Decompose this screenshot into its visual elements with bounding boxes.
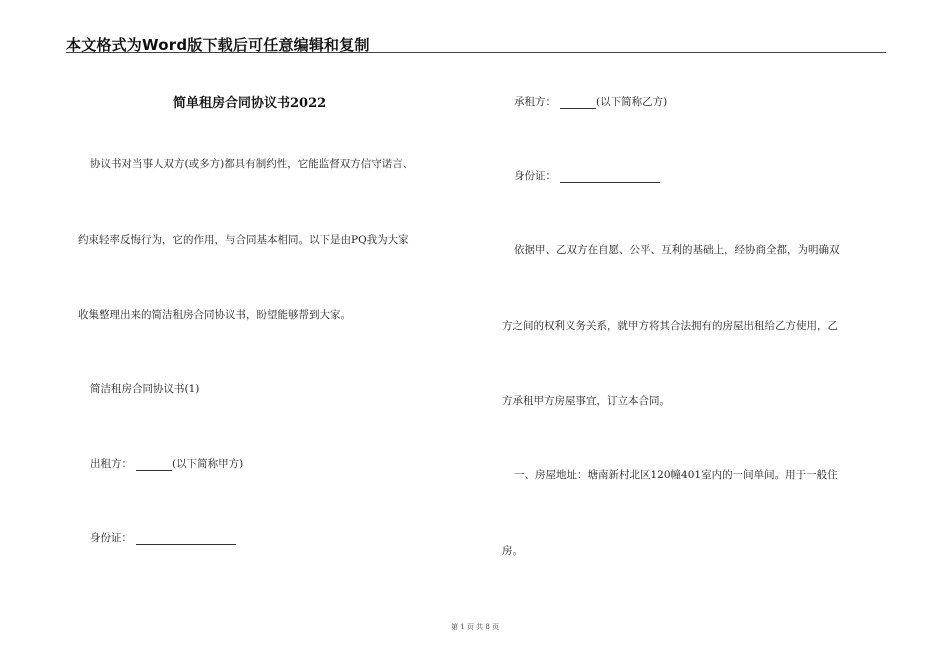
- lessor-id-line: [90, 530, 236, 545]
- lessee-name-blank: [560, 97, 596, 109]
- lessee-label: 承租方：: [514, 96, 556, 108]
- preamble-line-2: 方之间的权利义务关系，就甲方将其合法拥有的房屋出租给乙方使用，乙: [502, 320, 838, 332]
- lessee-id-label: 身份证：: [514, 170, 556, 182]
- intro-line-2: 约束轻率反悔行为，它的作用，与合同基本相同。以下是由PQ我为大家: [78, 234, 409, 246]
- preamble-line-3: 方承租甲方房屋事宜，订立本合同。: [502, 395, 670, 407]
- lessor-suffix: (以下简称甲方): [172, 458, 244, 470]
- header-title: 本文格式为Word版下载后可任意编辑和复制: [66, 36, 370, 54]
- preamble-line-1: 依据甲、乙双方在自愿、公平、互利的基础上，经协商全都，为明确双: [514, 244, 840, 256]
- intro-line-3: 收集整理出来的简洁租房合同协议书，盼望能够帮到大家。: [78, 309, 351, 321]
- lessor-id-label: 身份证：: [90, 532, 132, 544]
- lessor-line: [90, 456, 243, 471]
- lessor-name-blank: [136, 459, 172, 471]
- clause-1-line-2: 房。: [502, 545, 523, 557]
- lessee-suffix: (以下简称乙方): [596, 96, 668, 108]
- lessor-id-blank: [136, 533, 236, 545]
- lessee-id-blank: [560, 171, 660, 183]
- header-divider: [66, 52, 886, 53]
- lessor-label: 出租方：: [90, 458, 132, 470]
- clause-1-line-1: 一、房屋地址：塘南新村北区120幢401室内的一间单间。用于一般住: [514, 469, 838, 481]
- lessee-id-line: [514, 168, 660, 183]
- agreement-subtitle: 简洁租房合同协议书(1): [90, 383, 200, 395]
- intro-line-1: 协议书对当事人双方(或多方)都具有制约性，它能监督双方信守诺言、: [90, 158, 414, 170]
- page-footer: 第 1 页 共 8 页: [450, 623, 500, 631]
- lessee-line: [514, 94, 667, 109]
- document-title: 简单租房合同协议书2022: [173, 96, 327, 111]
